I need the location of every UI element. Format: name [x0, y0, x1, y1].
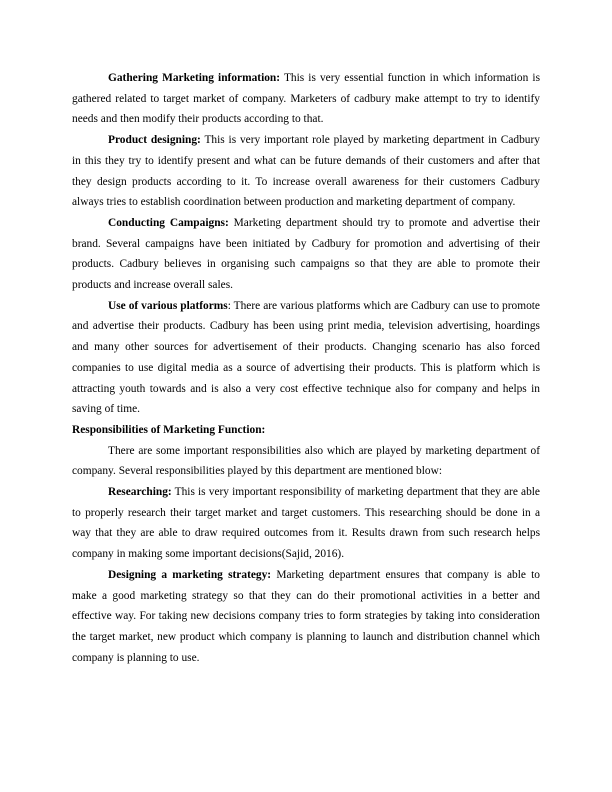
paragraph-conducting-campaigns — [72, 213, 540, 296]
paragraph-lead: Conducting Campaigns: — [108, 216, 229, 229]
paragraph-text: This is very important responsibility of marketing department that they are able to properly research their target market and target customers. This researching should be done in a way that they are able to draw required outcomes from it. Results drawn from such research helps company in making some important decisions(Sajid, 2016). — [72, 486, 540, 561]
paragraph-lead: Designing a marketing strategy: — [108, 568, 272, 581]
paragraph-lead: Product designing: — [108, 134, 201, 147]
paragraph-text: Marketing department should try to promote and advertise their brand. Several campaigns have been initiated by Cadbury for promotion and advertising of their products. Cadbury believes in organising such campaigns so that they are able to promote their products and increase overall sales. — [72, 216, 540, 292]
paragraph-use-of-various-platforms — [72, 296, 540, 420]
paragraph-designing-marketing-strategy — [72, 565, 540, 669]
paragraph-text: Marketing department ensures that company is able to make a good marketing strategy so that they can do their promotional activities in a better and effective way. For taking new decisions company tries to form strategies by taking into consideration the target market, new product which company is planning to launch and distribution channel which company is planning to use. — [72, 568, 540, 664]
paragraph-intro: There are some important responsibilities also which are played by marketing department of company. Several responsibilities played by this department are mentioned blow: — [72, 444, 540, 478]
paragraph-text: This is very essential function in which information is gathered related to target market of company. Marketers of cadbury make attempt to try to identify needs and then modify their products according to that. — [72, 72, 540, 126]
paragraph-researching — [72, 482, 540, 565]
document-body — [72, 68, 540, 668]
section-heading: Responsibilities of Marketing Function: — [72, 423, 266, 436]
paragraph-text: This is very important role played by marketing department in Cadbury in this they try to identify present and what can be future demands of their customers and after that they design products according to it. To increase overall awareness for their customers Cadbury always tries to establish coordination between production and marketing department of company. — [72, 134, 540, 209]
paragraph-lead: Gathering Marketing information: — [108, 72, 281, 84]
paragraph-lead: Researching: — [108, 486, 172, 499]
paragraph-lead: Use of various platforms — [108, 299, 228, 312]
paragraph-text: : There are various platforms which are Cadbury can use to promote and advertise their products. Cadbury has been using print media, television advertising, hoardings and many other sources for advertisement of their products. Changing scenario has also forced companies to use digital media as a source of advertising their products. This is platform which is attracting youth towards and is also a very cost effective technique also for company and helps in saving of time. — [72, 299, 540, 416]
paragraph-gathering-marketing-information — [72, 68, 540, 130]
paragraph-product-designing — [72, 130, 540, 213]
